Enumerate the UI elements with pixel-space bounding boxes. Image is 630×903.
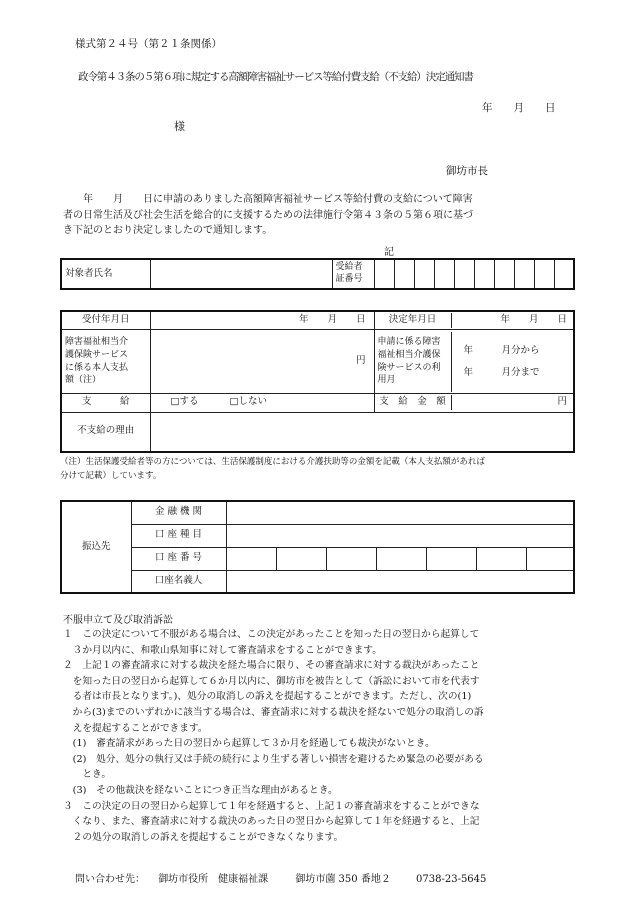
amount-field[interactable]: 円 [557,396,568,408]
payment-label: 支 給 [61,394,150,413]
amount-cell [374,394,574,413]
account-digit-cell[interactable] [226,547,276,570]
intro-paragraph [63,192,583,239]
period-cell [374,330,574,394]
appeal-line: (1) 審査請求があった日の翌日から起算して３か月を経過しても裁決がないとき。 [63,738,435,750]
period-inner [375,332,574,392]
bank-name-label: 金 融 機 関 [131,501,226,524]
appeal-line: くなり、また、審査請求に対する裁決のあった日の翌日から起算して１年を経過すると、上記 [63,816,480,828]
document-title: 政令第４３条の５第６項に規定する高額障害福祉サービス等給付費支給（不支給）決定通知書 [78,71,473,83]
recipient-name-field[interactable] [150,259,332,289]
decision-date-value[interactable]: 年 月 日 [500,314,568,326]
appeal-line: ３か月以内に、和歌山県知事に対して審査請求をすることができます。 [63,644,382,656]
cert-digit-cell[interactable] [434,259,454,289]
decision-table [60,310,575,453]
account-type-field[interactable] [226,524,574,547]
receipt-date-value[interactable]: 年 月 日 [150,311,374,330]
period-label-line: 申請に係る障害 [377,337,441,348]
addressee-suffix: 様 [174,120,185,133]
appeal-line: (3) その他裁決を経ないことにつき正当な理由があるとき。 [63,784,338,796]
bank-group-label: 振込先 [61,501,131,593]
copay-label-line: 護保険サービス [65,350,129,361]
copay-label-line: に係る本人支払 [65,362,129,373]
cert-digit-cell[interactable] [494,259,514,289]
appeal-line: る者は市長となります。)、処分の取消しの訴えを提起することができます。ただし、次の(1) [63,691,472,703]
account-digit-cell[interactable] [326,547,376,570]
period-label-line: 険サービスの利 [377,362,441,373]
copay-label-line: 障害福祉相当介 [65,337,129,348]
cert-digit-cell[interactable] [454,259,474,289]
appeal-line: えを提起することができます。 [63,722,208,734]
note-line: 分けて記載）しています。 [60,471,162,481]
table-note [60,455,485,483]
appeal-line: を知った日の翌日から起算して６か月以内に、御坊市を被告として（訴訟において市を代表す [63,675,480,687]
contact-address: 御坊市薗 350 番地２ [295,874,391,885]
account-digit-cell[interactable] [426,547,476,570]
account-digit-cell[interactable] [476,547,526,570]
account-digit-cell[interactable] [276,547,326,570]
recipient-name-label: 対象者氏名 [61,259,150,289]
appeal-line: (2) 処分、処分の執行又は手続の続行により生ずる著しい損害を避けるため緊急の必要がある [63,753,484,765]
intro-line: 者の日常生活及び社会生活を総合的に支援するための法律施行令第４３条の５第６項に基づ [63,209,473,221]
note-line: （注）生活保護受給者等の方については、生活保護制度における介護扶助等の金額を記載（本人支払額があれば [60,457,485,467]
account-number-label: 口 座 番 号 [131,547,226,570]
account-digit-cell[interactable] [526,547,574,570]
appeal-line: ３ この決定の日の翌日から起算して１年を経過すると、上記１の審査請求をすることができな [63,800,480,812]
certificate-number-label [332,259,374,289]
bank-table [60,500,575,594]
intro-line: 年 月 日に申請のありました高額障害福祉サービス等給付費の支給について障害 [63,194,473,205]
account-type-label: 口 座 種 目 [131,524,226,547]
issuer-name: 御坊市長 [446,165,488,177]
copay-amount-field[interactable] [150,330,374,394]
bank-name-field[interactable] [226,501,574,524]
decision-date-inner [375,313,574,328]
decision-date-label: 決定年月日 [375,313,452,328]
copay-label-line: 額（注） [65,375,102,386]
appeal-heading: 不服申立て及び取消訴訟 [63,615,173,626]
appeal-line: １ この決定について不服がある場合は、この決定があったことを知った日の翌日から起算して [63,629,480,640]
cert-label-line: 受給者 [335,262,363,273]
period-label [375,332,452,392]
cert-digit-cell[interactable] [414,259,434,289]
recipient-table [60,258,575,290]
amount-label: 支 給 金 額 [375,395,452,410]
decision-date-cell [374,311,574,330]
appeal-line: から(3)までのいずれかに該当する場合は、審査請求に対する裁決を経ないで処分の取消しの訴 [63,706,484,718]
period-to: 年 月分まで [463,366,540,378]
cert-digit-cell[interactable] [374,259,394,289]
period-label-line: 福祉相当介護保 [377,350,441,361]
payment-yes-checkbox[interactable]: □する [170,396,199,408]
account-digit-cell[interactable] [376,547,426,570]
reason-field[interactable] [150,412,574,452]
receipt-date-label: 受付年月日 [61,311,150,330]
period-label-line: 用月 [377,375,396,386]
payment-options [150,394,374,413]
account-holder-label: 口座名義人 [131,570,226,593]
appeal-line: ２の処分の取消しの訴えを提起することができなくなります。 [63,831,344,843]
cert-label-line: 証番号 [335,274,363,284]
date-line: 年 月 日 [482,102,556,114]
period-values[interactable] [451,332,573,392]
ki-label: 記 [384,247,394,258]
cert-digit-cell[interactable] [394,259,414,289]
contact-phone: 0738-23-5645 [416,874,487,885]
form-number: 様式第２４号（第２１条関係） [75,38,222,50]
payment-no-checkbox[interactable]: □しない [229,396,267,408]
reason-label: 不支給の理由 [61,412,150,452]
cert-digit-cell[interactable] [534,259,554,289]
appeal-text [63,627,583,845]
copay-label [61,330,150,394]
amount-inner [375,395,574,410]
account-holder-field[interactable] [226,570,574,593]
contact-label: 問い合わせ先： [75,874,145,885]
cert-digit-cell[interactable] [554,259,574,289]
appeal-line: ２ 上記１の審査請求に対する裁決を経た場合に限り、その審査請求に対する裁決があったこと [63,660,480,672]
contact-office: 御坊市役所 健康福祉課 [158,874,269,885]
appeal-line: とき。 [63,769,112,781]
contact-line [75,870,486,885]
intro-line: き下記のとおり決定しましたので通知します。 [63,225,273,236]
cert-digit-cell[interactable] [474,259,494,289]
yen-unit: 円 [356,355,366,367]
cert-digit-cell[interactable] [514,259,534,289]
period-from: 年 月分から [463,344,540,356]
